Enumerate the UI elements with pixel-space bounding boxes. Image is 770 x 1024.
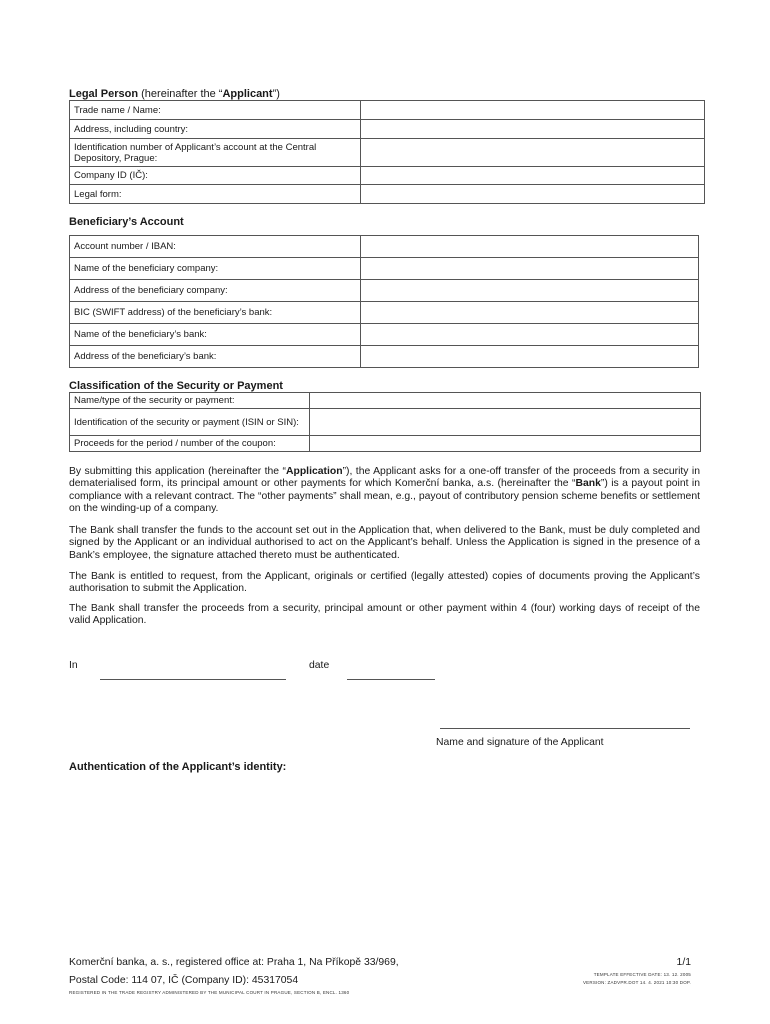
version-info: VERSION: ZADVPR.DOT 14. 4. 2021 10:30 DOP. [582,980,691,985]
table-row [70,302,699,324]
coupon-field[interactable] [310,436,701,452]
bank-term: Bank [575,478,601,490]
table-row [70,101,705,120]
row-label: Account number / IBAN: [70,236,361,258]
authentication-title: Authentication of the Applicant’s identity: [69,761,287,773]
date-line[interactable] [347,679,435,680]
application-term: Application [285,466,343,477]
row-label: Identification number of Applicant’s account at the Central Depository, Prague: [70,139,361,167]
date-label: date [309,660,330,671]
legal-person-title-bold: Legal Person [69,88,139,100]
applicant-term: Applicant [222,88,273,100]
security-name-field[interactable] [310,393,701,409]
classification-title: Classification of the Security or Payment [69,380,283,392]
trade-name-field[interactable] [361,101,705,120]
row-label: BIC (SWIFT address) of the beneficiary’s bank: [70,302,361,324]
table-row [70,280,699,302]
depository-account-field[interactable] [361,139,705,167]
p1-text-a: By submitting this application (hereinafter the “ [69,466,286,477]
row-label: Address of the beneficiary’s bank: [70,346,361,368]
legal-person-title-close: ”) [272,88,280,100]
legal-form-field[interactable] [361,185,705,204]
table-row [70,258,699,280]
table-row [70,185,705,204]
isin-field[interactable] [310,409,701,436]
in-label: In [69,660,78,671]
address-field[interactable] [361,120,705,139]
table-row [70,236,699,258]
row-label: Name of the beneficiary company: [70,258,361,280]
legal-person-title [69,88,280,100]
template-date: TEMPLATE EFFECTIVE DATE: 13. 12. 2005 [593,972,691,977]
table-row [70,393,701,409]
table-row [70,409,701,436]
iban-field[interactable] [361,236,699,258]
legal-person-table [69,100,705,204]
beneficiary-table [69,235,699,368]
row-label: Name of the beneficiary’s bank: [70,324,361,346]
bic-field[interactable] [361,302,699,324]
row-label: Name/type of the security or payment: [70,393,310,409]
row-label: Proceeds for the period / number of the coupon: [70,436,310,452]
classification-table [69,392,701,452]
bank-name-field[interactable] [361,324,699,346]
page-number: 1/1 [676,957,691,968]
row-label: Legal form: [70,185,361,204]
row-label: Address of the beneficiary company: [70,280,361,302]
table-row [70,120,705,139]
footer-registry: REGISTERED IN THE TRADE REGISTRY ADMINISTERED BY THE MUNICIPAL COURT IN PRAGUE, SECTION B, ENCL. 1360 [69,990,350,995]
signature-line[interactable] [440,728,690,729]
paragraph-authorisation: The Bank is entitled to request, from the Applicant, originals or certified (legally attested) copies of documents proving the Applicant’s authorisation to submit the Application. [69,571,700,595]
row-label: Address, including country: [70,120,361,139]
beneficiary-address-field[interactable] [361,280,699,302]
p1-text-c: ”), the Applicant asks for a one-off transfer of the proceeds from a security in dematerialised form, its principal amount or other payments for which Komerční banka, a.s. (hereinafter the “ [69,466,701,490]
footer-postal: Postal Code: 114 07, IČ (Company ID): 45317054 [69,975,299,986]
footer-address: Komerční banka, a. s., registered office at: Praha 1, Na Příkopě 33/969, [69,957,399,968]
table-row [70,346,699,368]
paragraph-transfer: The Bank shall transfer the funds to the account set out in the Application that, when delivered to the Bank, must be duly completed and signed by the Applicant or an individual authorised to act on the Applicant’s behalf. Unless the Application is signed in the presence of a Bank’s employee, the signature attached thereto must be authenticated. [69,525,700,561]
row-label: Identification of the security or payment (ISIN or SIN): [70,409,310,436]
beneficiary-title: Beneficiary’s Account [69,216,184,228]
signature-caption: Name and signature of the Applicant [436,737,604,748]
company-id-field[interactable] [361,167,705,185]
table-row [70,324,699,346]
legal-person-title-text: (hereinafter the “ [138,88,223,100]
beneficiary-company-field[interactable] [361,258,699,280]
table-row [70,167,705,185]
paragraph-working-days: The Bank shall transfer the proceeds from a security, principal amount or other payment within 4 (four) working days of receipt of the valid Application. [69,603,700,627]
place-line[interactable] [100,679,286,680]
paragraph-application [69,466,700,516]
table-row [70,139,705,167]
row-label: Company ID (IČ): [70,167,361,185]
p1-text-e: ”) is a payout point in compliance with a relevant contract. The “other payments” shall mean, e.g., payout of contributory pension scheme benefits or settlement on the winding-up of a company. [69,478,700,515]
row-label: Trade name / Name: [70,101,361,120]
table-row [70,436,701,452]
bank-address-field[interactable] [361,346,699,368]
